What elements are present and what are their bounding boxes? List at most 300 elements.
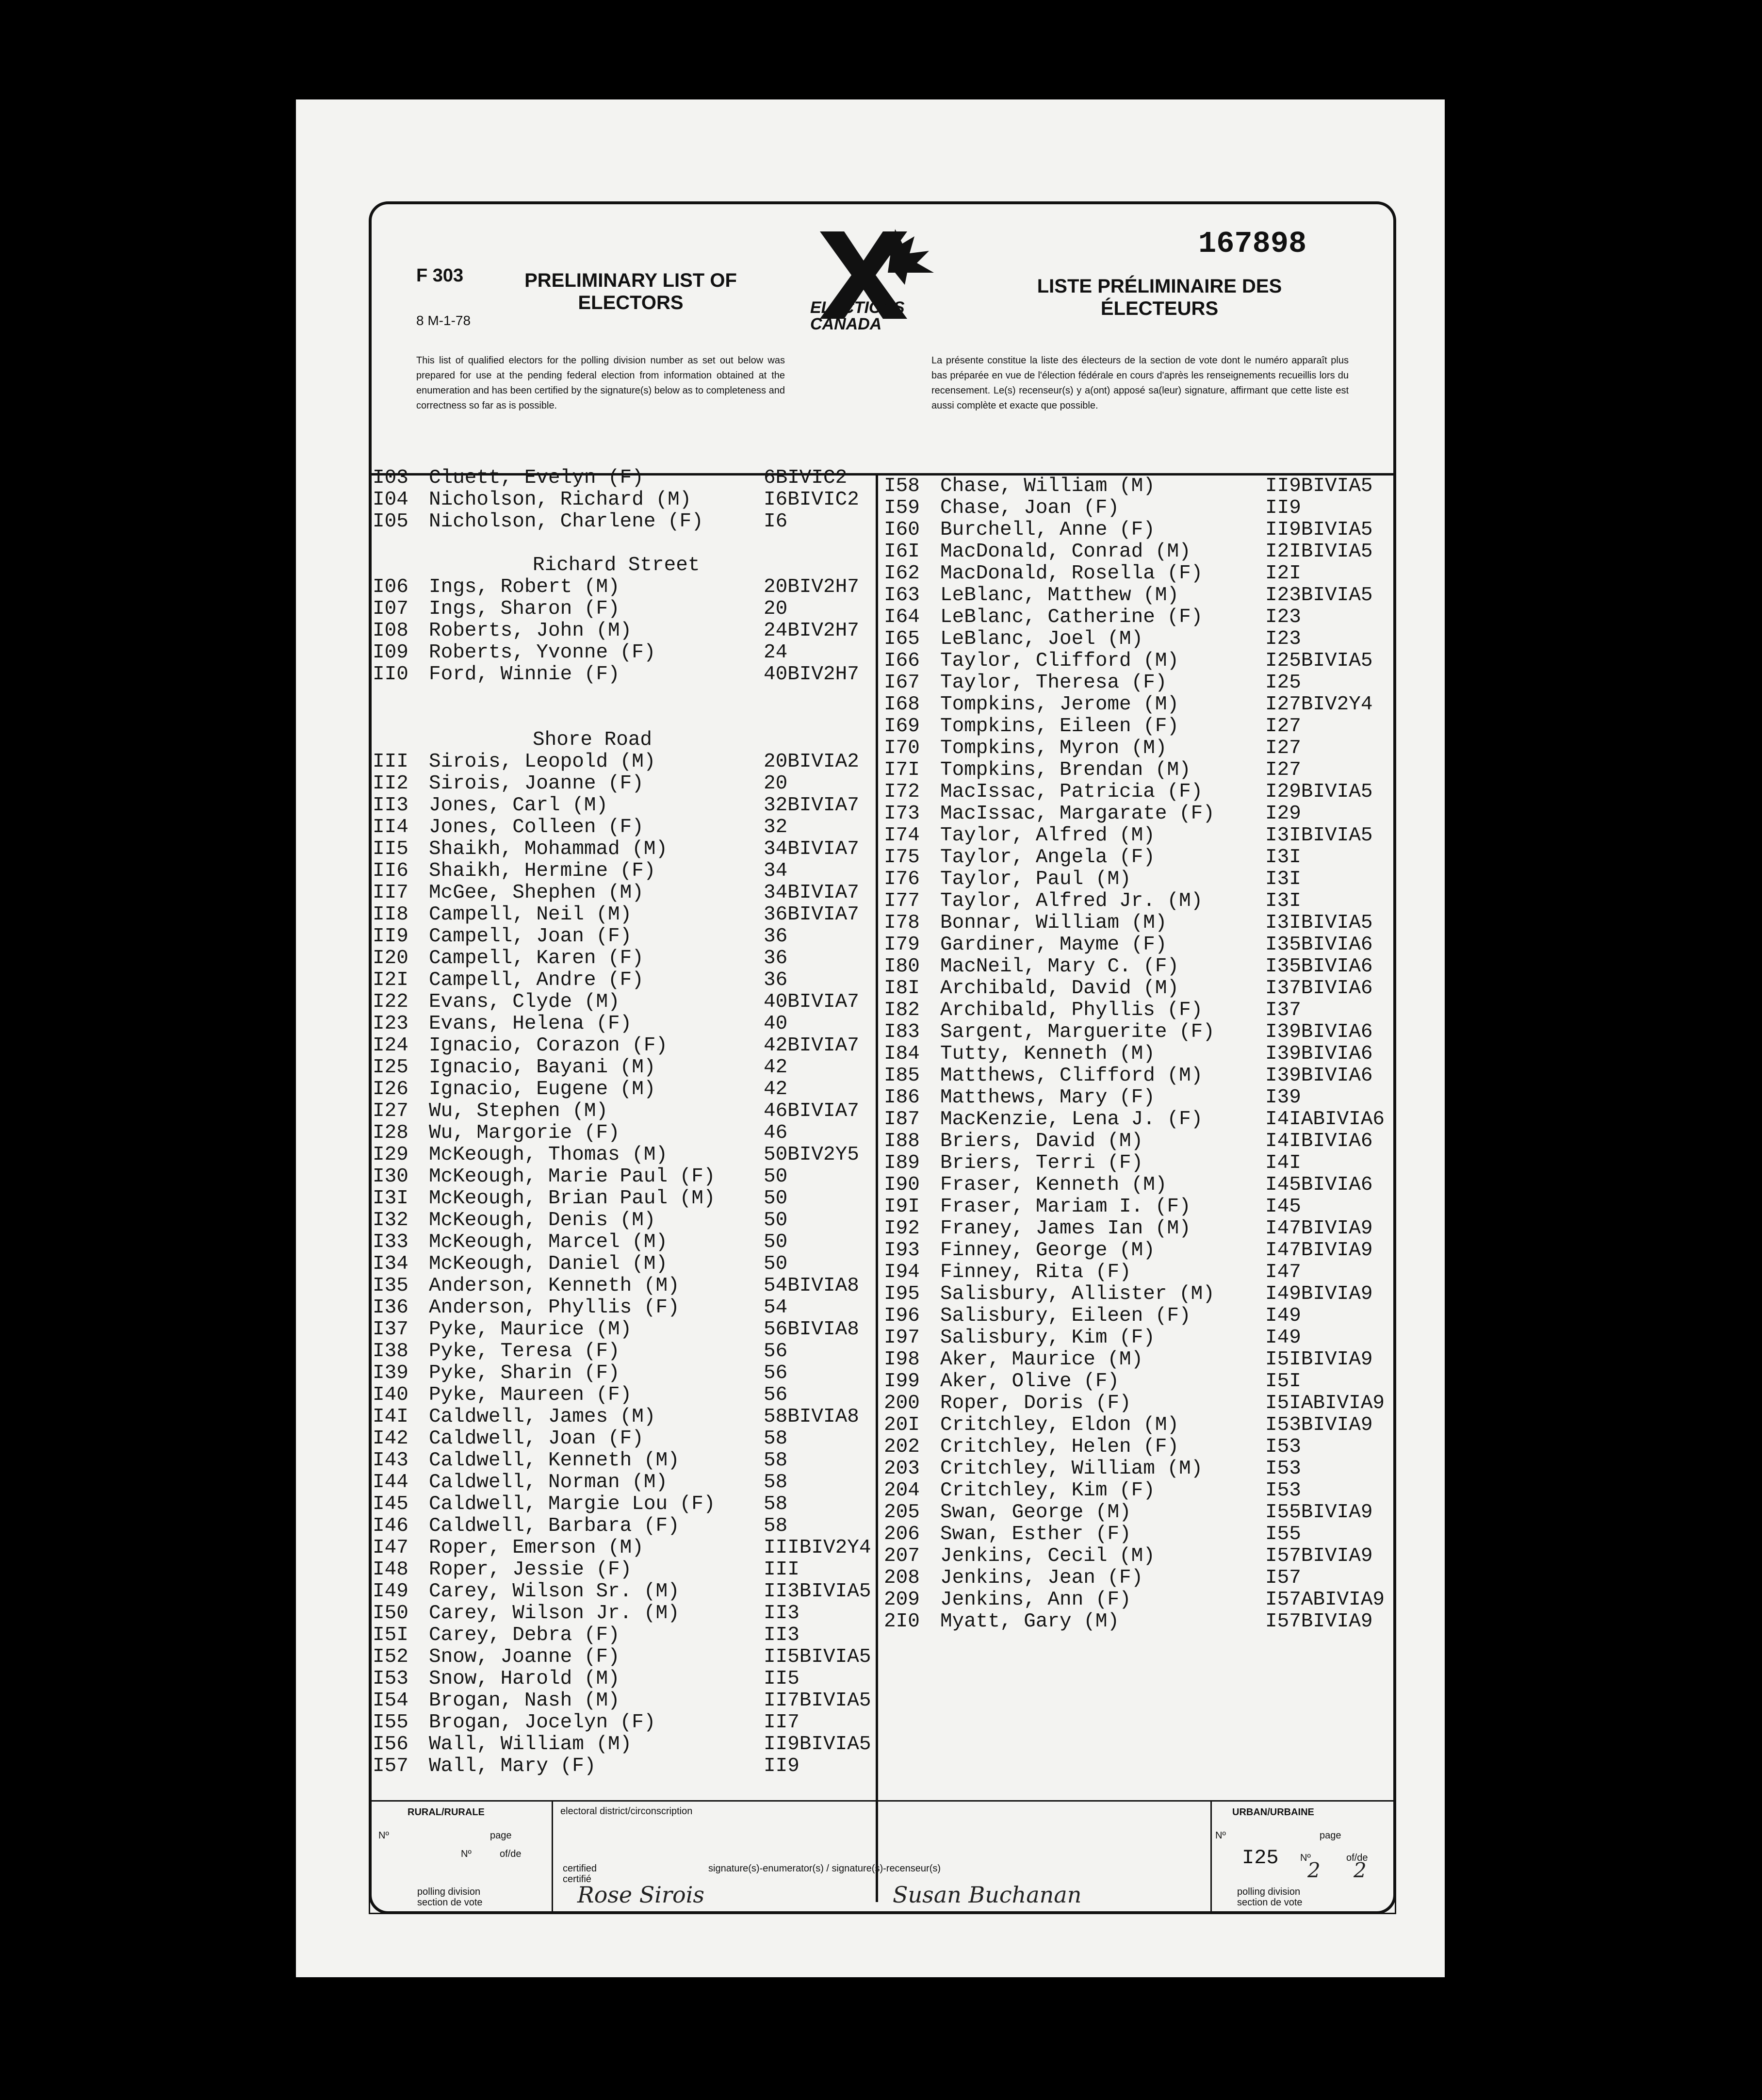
elector-number: I24 xyxy=(373,1034,408,1057)
elector-number: I09 xyxy=(373,641,408,664)
elector-number: I64 xyxy=(884,606,920,628)
elector-address: 58 xyxy=(764,1449,788,1472)
elector-name: Franey, James Ian (M) xyxy=(940,1217,1191,1240)
elector-address: II7BIVIA5 xyxy=(764,1690,871,1712)
elector-name: Archibald, David (M) xyxy=(940,977,1179,1000)
elector-address: 58 xyxy=(764,1471,788,1493)
elector-row xyxy=(373,1734,924,1755)
elector-address: 54 xyxy=(764,1296,788,1319)
elector-address: I49 xyxy=(1265,1327,1301,1349)
elector-number: I83 xyxy=(884,1021,920,1043)
elector-row xyxy=(884,1196,1425,1218)
elector-name: Jenkins, Ann (F) xyxy=(940,1589,1131,1611)
elector-address: I57BIVIA9 xyxy=(1265,1545,1373,1567)
elector-number: I58 xyxy=(884,475,920,497)
elector-row xyxy=(373,882,924,904)
elector-address: 24 xyxy=(764,641,788,664)
elector-row xyxy=(373,860,924,882)
elector-address: I5IBIVIA9 xyxy=(1265,1348,1373,1371)
elector-row xyxy=(884,1393,1425,1414)
elector-name: Jones, Carl (M) xyxy=(429,794,608,817)
elector-address: I6 xyxy=(764,510,788,533)
elector-number: I55 xyxy=(373,1711,408,1734)
elector-row xyxy=(373,1210,924,1231)
elector-row xyxy=(884,1087,1425,1109)
form-footer xyxy=(369,1800,1396,1914)
elector-number: I50 xyxy=(373,1602,408,1624)
elector-address: I35BIVIA6 xyxy=(1265,955,1373,978)
elector-number: I03 xyxy=(373,467,408,489)
elector-row xyxy=(373,751,924,773)
elector-row xyxy=(373,1603,924,1624)
elector-name: Ings, Robert (M) xyxy=(429,576,620,598)
elector-address: I37BIVIA6 xyxy=(1265,977,1373,1000)
elector-number: I85 xyxy=(884,1065,920,1087)
rural-no-label: Nº xyxy=(378,1830,389,1841)
urban-polling-label: polling division section de vote xyxy=(1237,1887,1303,1908)
elector-number: I5I xyxy=(373,1624,408,1646)
elector-address: II9 xyxy=(764,1755,799,1777)
elector-name: Matthews, Clifford (M) xyxy=(940,1065,1203,1087)
elector-number: II9 xyxy=(373,925,408,948)
elector-name: Campell, Karen (F) xyxy=(429,947,644,969)
elector-row xyxy=(884,585,1425,607)
elector-row xyxy=(884,1458,1425,1480)
elector-number: 203 xyxy=(884,1458,920,1480)
elector-name: McKeough, Denis (M) xyxy=(429,1209,656,1231)
elector-name: LeBlanc, Joel (M) xyxy=(940,628,1143,650)
elector-number: I94 xyxy=(884,1261,920,1283)
elector-address: I29BIVIA5 xyxy=(1265,781,1373,803)
elector-address: 46BIVIA7 xyxy=(764,1100,859,1122)
elector-number: I35 xyxy=(373,1275,408,1297)
elector-row xyxy=(884,1152,1425,1174)
elector-address: I23 xyxy=(1265,606,1301,628)
elector-name: Salisbury, Allister (M) xyxy=(940,1283,1215,1305)
elector-name: Critchley, Eldon (M) xyxy=(940,1414,1179,1436)
elector-number: 207 xyxy=(884,1545,920,1567)
elector-address: I49 xyxy=(1265,1305,1301,1327)
elector-row xyxy=(884,1436,1425,1458)
elector-name: Evans, Helena (F) xyxy=(429,1013,632,1035)
elector-name: McKeough, Marcel (M) xyxy=(429,1231,668,1253)
elector-address: I3IBIVIA5 xyxy=(1265,912,1373,934)
elector-name: Chase, Joan (F) xyxy=(940,497,1120,519)
elector-name: MacIssac, Margarate (F) xyxy=(940,803,1215,825)
elector-address: 6BIVIC2 xyxy=(764,467,848,489)
elector-name: Caldwell, Barbara (F) xyxy=(429,1515,680,1537)
elector-name: Wu, Margorie (F) xyxy=(429,1122,620,1144)
elector-number: I46 xyxy=(373,1515,408,1537)
elector-number: I67 xyxy=(884,672,920,694)
elector-address: I55BIVIA9 xyxy=(1265,1501,1373,1524)
elector-number: I49 xyxy=(373,1580,408,1603)
elector-number: I39 xyxy=(373,1362,408,1384)
elector-address: I39 xyxy=(1265,1086,1301,1109)
elector-number: 2I0 xyxy=(884,1610,920,1633)
form-number: F 303 xyxy=(416,265,464,286)
elector-number: I6I xyxy=(884,541,920,563)
elector-name: Caldwell, Joan (F) xyxy=(429,1427,644,1450)
elector-number: I9I xyxy=(884,1196,920,1218)
elector-name: Ignacio, Eugene (M) xyxy=(429,1078,656,1100)
elector-number: I96 xyxy=(884,1305,920,1327)
elector-name: Archibald, Phyllis (F) xyxy=(940,999,1203,1021)
elector-row xyxy=(373,489,924,511)
elector-address: 56 xyxy=(764,1362,788,1384)
rural-page-no-label: Nº xyxy=(461,1849,472,1859)
elector-number: I32 xyxy=(373,1209,408,1231)
elector-address: I45BIVIA6 xyxy=(1265,1174,1373,1196)
elector-address: 32BIVIA7 xyxy=(764,794,859,817)
rural-page-label: page xyxy=(490,1830,512,1841)
electors-list-sheet xyxy=(296,99,1445,1977)
elector-name: Gardiner, Mayme (F) xyxy=(940,934,1167,956)
elector-row xyxy=(373,1646,924,1668)
elector-address: 36 xyxy=(764,969,788,991)
elector-row xyxy=(373,1231,924,1253)
elector-number: I89 xyxy=(884,1152,920,1174)
elector-row xyxy=(884,738,1425,759)
elector-number: II4 xyxy=(373,816,408,838)
elector-number: 204 xyxy=(884,1479,920,1502)
certification-english: This list of qualified electors for the polling division number as set out below was prepared for use at the pending federal election from information obtained at the enumeration and has been certified by the signature(s) below as to completeness and correctness so far as is possible. xyxy=(416,355,785,411)
elector-address: 20 xyxy=(764,598,788,620)
elector-row xyxy=(373,1493,924,1515)
elector-address: I53BIVIA9 xyxy=(1265,1414,1373,1436)
elector-row xyxy=(373,1406,924,1428)
elector-row xyxy=(884,825,1425,847)
elector-address: 40 xyxy=(764,1013,788,1035)
elector-row xyxy=(884,956,1425,978)
elector-row xyxy=(373,1472,924,1493)
elector-name: Sirois, Joanne (F) xyxy=(429,772,644,795)
elector-name: Tompkins, Brendan (M) xyxy=(940,759,1191,781)
elector-number: I7I xyxy=(884,759,920,781)
elector-row xyxy=(884,1000,1425,1021)
elector-row xyxy=(373,1450,924,1472)
elector-address: I27 xyxy=(1265,737,1301,759)
elector-name: Aker, Maurice (M) xyxy=(940,1348,1143,1371)
elector-number: I99 xyxy=(884,1370,920,1393)
elector-name: Pyke, Maurice (M) xyxy=(429,1318,632,1341)
elector-row xyxy=(884,1545,1425,1567)
elector-address: I53 xyxy=(1265,1479,1301,1502)
elector-name: Roper, Doris (F) xyxy=(940,1392,1131,1414)
elector-address: I53 xyxy=(1265,1458,1301,1480)
elector-address: 58 xyxy=(764,1493,788,1515)
elector-name: Briers, Terri (F) xyxy=(940,1152,1143,1174)
elector-row xyxy=(373,1559,924,1581)
elector-row xyxy=(373,795,924,817)
elector-number: I93 xyxy=(884,1239,920,1262)
elector-row xyxy=(884,1262,1425,1283)
elector-address: 50 xyxy=(764,1187,788,1210)
elector-address: IIIBIV2Y4 xyxy=(764,1537,871,1559)
elector-address: 40BIV2H7 xyxy=(764,663,859,686)
signature-label: signature(s)-enumerator(s) / signature(s)-recenseur(s) xyxy=(708,1863,941,1874)
elector-row xyxy=(373,1188,924,1210)
elector-number: I90 xyxy=(884,1174,920,1196)
elector-row xyxy=(884,672,1425,694)
elector-address: 36 xyxy=(764,925,788,948)
elector-number: III xyxy=(373,751,408,773)
elector-number: II6 xyxy=(373,860,408,882)
elector-name: Shaikh, Mohammad (M) xyxy=(429,838,668,860)
elector-address: I47BIVIA9 xyxy=(1265,1217,1373,1240)
right-electors-column xyxy=(884,476,1425,1633)
elector-name: McKeough, Brian Paul (M) xyxy=(429,1187,716,1210)
elector-number: I07 xyxy=(373,598,408,620)
elector-address: II9BIVIA5 xyxy=(1265,519,1373,541)
elector-row xyxy=(884,1480,1425,1502)
elector-row xyxy=(884,1109,1425,1131)
elector-address: I39BIVIA6 xyxy=(1265,1043,1373,1065)
elector-name: Sargent, Marguerite (F) xyxy=(940,1021,1215,1043)
elector-row xyxy=(373,1122,924,1144)
elector-number: I88 xyxy=(884,1130,920,1152)
elector-address: II7 xyxy=(764,1711,799,1734)
elector-address: I57ABIVIA9 xyxy=(1265,1589,1385,1611)
elector-row xyxy=(373,838,924,860)
elector-address: I57BIVIA9 xyxy=(1265,1610,1373,1633)
elector-number: II0 xyxy=(373,663,408,686)
elector-number: I98 xyxy=(884,1348,920,1371)
elector-number: 206 xyxy=(884,1523,920,1545)
elector-address: 50 xyxy=(764,1253,788,1275)
elector-name: Roberts, Yvonne (F) xyxy=(429,641,656,664)
elector-name: Tompkins, Eileen (F) xyxy=(940,715,1179,738)
elector-name: Finney, Rita (F) xyxy=(940,1261,1131,1283)
elector-row xyxy=(884,1327,1425,1349)
elector-number: I43 xyxy=(373,1449,408,1472)
elector-address: I27BIV2Y4 xyxy=(1265,693,1373,716)
elector-number: I06 xyxy=(373,576,408,598)
certified-label: certified certifié xyxy=(563,1863,597,1885)
elector-number: I42 xyxy=(373,1427,408,1450)
elector-row xyxy=(884,890,1425,912)
elector-address: I47 xyxy=(1265,1261,1301,1283)
elector-name: LeBlanc, Matthew (M) xyxy=(940,584,1179,607)
elector-number: I84 xyxy=(884,1043,920,1065)
elector-number: I57 xyxy=(373,1755,408,1777)
elector-address: 46 xyxy=(764,1122,788,1144)
elector-row xyxy=(884,1240,1425,1262)
elector-number: II8 xyxy=(373,903,408,926)
form-date: 8 M-1-78 xyxy=(416,313,471,328)
elector-number: I73 xyxy=(884,803,920,825)
elector-row xyxy=(884,1371,1425,1393)
elector-row xyxy=(884,1567,1425,1589)
polling-division-number: I25 xyxy=(1242,1846,1279,1870)
elector-address: I27 xyxy=(1265,715,1301,738)
elector-address: 56 xyxy=(764,1384,788,1406)
elector-name: Tompkins, Jerome (M) xyxy=(940,693,1179,716)
elector-row xyxy=(373,1755,924,1777)
elector-name: Wall, William (M) xyxy=(429,1733,632,1755)
urban-page-no-label: Nº xyxy=(1300,1853,1311,1863)
elector-number: I72 xyxy=(884,781,920,803)
elector-number: I08 xyxy=(373,620,408,642)
elector-number: I27 xyxy=(373,1100,408,1122)
elector-name: Ford, Winnie (F) xyxy=(429,663,620,686)
elector-address: II9 xyxy=(1265,497,1301,519)
elector-row xyxy=(884,1131,1425,1152)
elector-row xyxy=(373,904,924,926)
elector-number: I69 xyxy=(884,715,920,738)
elector-row xyxy=(884,803,1425,825)
elector-address: I2IBIVIA5 xyxy=(1265,541,1373,563)
elector-row xyxy=(373,773,924,795)
elector-row xyxy=(373,1537,924,1559)
elector-address: 20BIVIA2 xyxy=(764,751,859,773)
elector-name: Campell, Neil (M) xyxy=(429,903,632,926)
elector-row xyxy=(884,781,1425,803)
elector-number: I54 xyxy=(373,1690,408,1712)
elector-row xyxy=(373,664,924,686)
elector-row xyxy=(373,1319,924,1341)
elector-row xyxy=(884,934,1425,956)
elector-row xyxy=(884,694,1425,716)
elector-number: I75 xyxy=(884,846,920,869)
elector-number: I87 xyxy=(884,1108,920,1131)
street-heading: Richard Street xyxy=(533,554,700,576)
elector-name: Taylor, Angela (F) xyxy=(940,846,1155,869)
elector-name: Carey, Debra (F) xyxy=(429,1624,620,1646)
elector-row xyxy=(373,1581,924,1603)
title-english: PRELIMINARY LIST OF ELECTORS xyxy=(524,270,737,313)
elector-name: Pyke, Maureen (F) xyxy=(429,1384,632,1406)
elector-name: Swan, Esther (F) xyxy=(940,1523,1131,1545)
elector-number: I28 xyxy=(373,1122,408,1144)
elector-row xyxy=(373,1712,924,1734)
elector-address: II5BIVIA5 xyxy=(764,1646,871,1668)
logo-text: ELECTIONS CANADA xyxy=(810,298,905,333)
elector-number: I48 xyxy=(373,1559,408,1581)
elector-row xyxy=(884,1021,1425,1043)
elector-name: Jenkins, Cecil (M) xyxy=(940,1545,1155,1567)
elector-address: I4I xyxy=(1265,1152,1301,1174)
elector-address: I5I xyxy=(1265,1370,1301,1393)
elector-name: Taylor, Alfred Jr. (M) xyxy=(940,890,1203,912)
elector-name: MacNeil, Mary C. (F) xyxy=(940,955,1179,978)
elector-name: Anderson, Phyllis (F) xyxy=(429,1296,680,1319)
elector-address: II3 xyxy=(764,1602,799,1624)
elector-number: I59 xyxy=(884,497,920,519)
elector-name: Swan, George (M) xyxy=(940,1501,1131,1524)
elector-name: Caldwell, Margie Lou (F) xyxy=(429,1493,716,1515)
elector-name: Ignacio, Bayani (M) xyxy=(429,1056,656,1079)
enumerator-signature-2: Susan Buchanan xyxy=(893,1882,1082,1908)
elector-name: MacKenzie, Lena J. (F) xyxy=(940,1108,1203,1131)
elector-number: I4I xyxy=(373,1406,408,1428)
elector-number: I25 xyxy=(373,1056,408,1079)
elector-address: I25 xyxy=(1265,672,1301,694)
elector-name: Finney, George (M) xyxy=(940,1239,1155,1262)
elector-name: Snow, Joanne (F) xyxy=(429,1646,620,1668)
elector-row xyxy=(884,912,1425,934)
elector-number: I23 xyxy=(373,1013,408,1035)
elector-row xyxy=(373,642,924,664)
elector-row xyxy=(373,598,924,620)
certification-french: La présente constitue la liste des électeurs de la section de vote dont le numéro apparaît plus bas préparée en vue de l'élection fédérale en cours d'après les renseignements recueillis lors du recensement. Le(s) recenseur(s) y a(ont) apposé sa(leur) signature, affirmant que cette liste est aussi complète et exacte que possible. xyxy=(931,355,1349,411)
elector-name: Tutty, Kenneth (M) xyxy=(940,1043,1155,1065)
elector-name: Roper, Emerson (M) xyxy=(429,1537,644,1559)
elector-address: I55 xyxy=(1265,1523,1301,1545)
elector-name: Salisbury, Kim (F) xyxy=(940,1327,1155,1349)
elector-address: 36 xyxy=(764,947,788,969)
elector-number: I70 xyxy=(884,737,920,759)
elector-address: I6BIVIC2 xyxy=(764,489,859,511)
elector-row xyxy=(884,978,1425,1000)
elector-name: LeBlanc, Catherine (F) xyxy=(940,606,1203,628)
elector-address: 20 xyxy=(764,772,788,795)
elector-name: Fraser, Mariam I. (F) xyxy=(940,1196,1191,1218)
elector-row xyxy=(373,1013,924,1035)
elector-name: Taylor, Clifford (M) xyxy=(940,650,1179,672)
elector-number: I44 xyxy=(373,1471,408,1493)
elector-number: I82 xyxy=(884,999,920,1021)
elector-address: I23BIVIA5 xyxy=(1265,584,1373,607)
elector-number: II5 xyxy=(373,838,408,860)
elector-number: I04 xyxy=(373,489,408,511)
enumerator-signature-1: Rose Sirois xyxy=(577,1882,705,1908)
elector-address: 42 xyxy=(764,1078,788,1100)
blank-line xyxy=(373,533,924,555)
page-total: 2 xyxy=(1354,1858,1367,1882)
elector-name: Critchley, Kim (F) xyxy=(940,1479,1155,1502)
blank-line xyxy=(373,707,924,729)
elector-row xyxy=(884,1589,1425,1611)
elector-number: I47 xyxy=(373,1537,408,1559)
elector-number: I77 xyxy=(884,890,920,912)
serial-number: 167898 xyxy=(1198,227,1307,261)
elector-address: 58BIVIA8 xyxy=(764,1406,859,1428)
elector-number: I56 xyxy=(373,1733,408,1755)
elector-row xyxy=(373,1253,924,1275)
elector-number: I22 xyxy=(373,991,408,1013)
elector-address: I23 xyxy=(1265,628,1301,650)
elector-row xyxy=(373,1362,924,1384)
elector-row xyxy=(884,869,1425,890)
elector-name: Campell, Andre (F) xyxy=(429,969,644,991)
elector-row xyxy=(373,1428,924,1450)
elector-number: I62 xyxy=(884,562,920,585)
elector-name: Caldwell, Kenneth (M) xyxy=(429,1449,680,1472)
elector-row xyxy=(373,1079,924,1100)
elector-number: I53 xyxy=(373,1668,408,1690)
elector-name: McKeough, Marie Paul (F) xyxy=(429,1165,716,1188)
elector-name: Brogan, Jocelyn (F) xyxy=(429,1711,656,1734)
elector-row xyxy=(884,650,1425,672)
elector-address: II9BIVIA5 xyxy=(1265,475,1373,497)
elector-address: 40BIVIA7 xyxy=(764,991,859,1013)
elector-name: Wu, Stephen (M) xyxy=(429,1100,608,1122)
elector-address: 34BIVIA7 xyxy=(764,882,859,904)
elector-row xyxy=(373,1057,924,1079)
elector-address: 58 xyxy=(764,1515,788,1537)
elector-name: Roper, Jessie (F) xyxy=(429,1559,632,1581)
elector-address: I45 xyxy=(1265,1196,1301,1218)
elector-name: Evans, Clyde (M) xyxy=(429,991,620,1013)
elector-address: I3I xyxy=(1265,868,1301,890)
elector-name: Wall, Mary (F) xyxy=(429,1755,596,1777)
street-heading: Shore Road xyxy=(533,729,653,751)
elector-row xyxy=(884,541,1425,563)
elector-name: Taylor, Theresa (F) xyxy=(940,672,1167,694)
elector-name: MacDonald, Conrad (M) xyxy=(940,541,1191,563)
elector-number: 209 xyxy=(884,1589,920,1611)
